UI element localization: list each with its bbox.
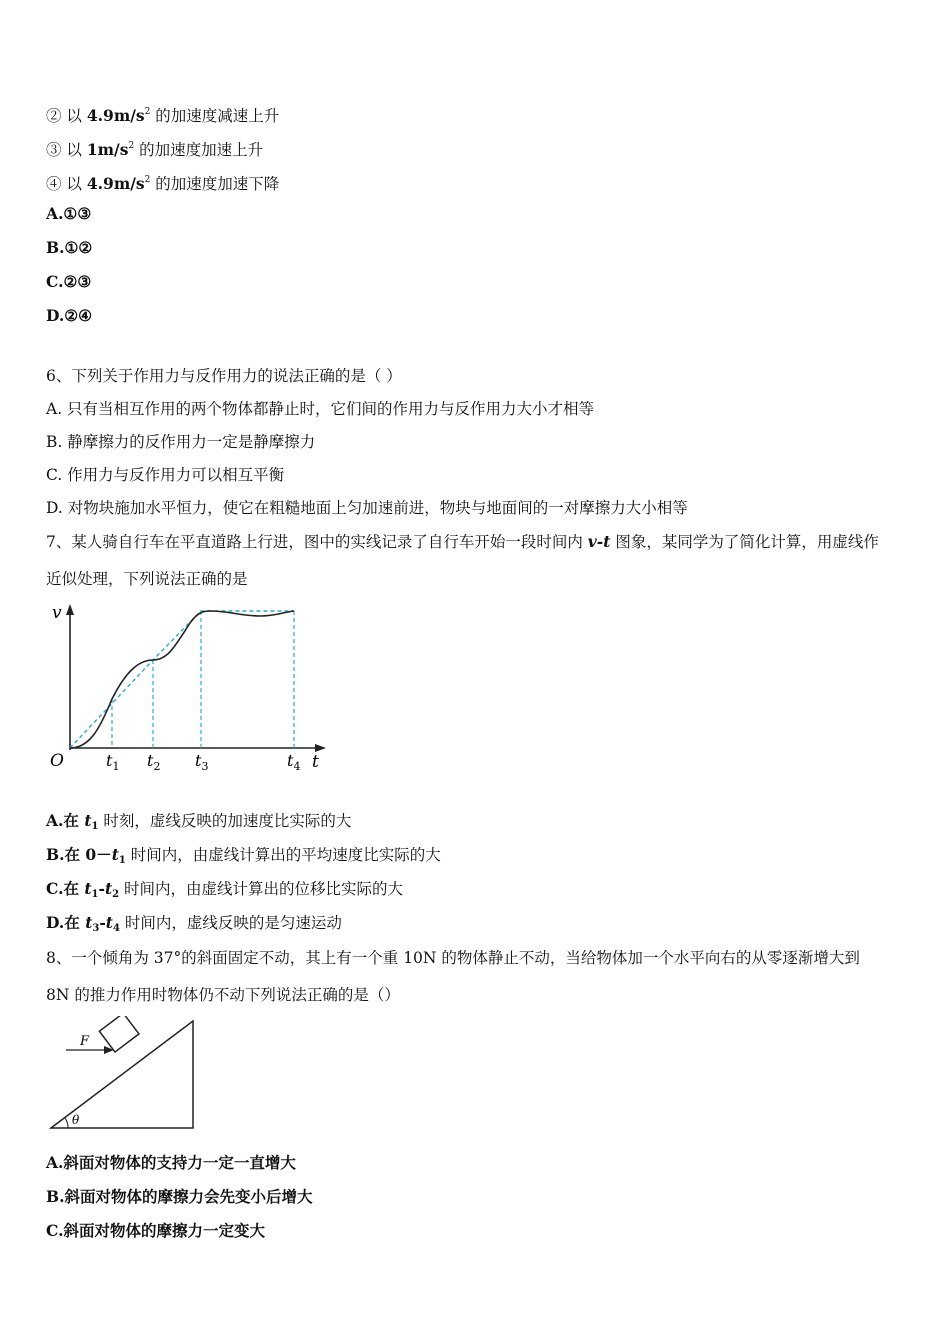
t-axis-arrow (315, 744, 326, 752)
option-text: 的加速度加速下降 (150, 175, 280, 193)
angle-label: θ (72, 1113, 80, 1127)
q8-choice-b (46, 1187, 313, 1207)
q8-choice-a (46, 1153, 296, 1173)
angle-arc (65, 1118, 68, 1128)
acceleration-value: 1m/s (86, 140, 129, 159)
solid-actual-curve (70, 611, 294, 748)
q8-stem-line2: 8N 的推力作用时物体仍不动下列说法正确的是（） (46, 986, 400, 1004)
q6-choice-c: C. 作用力与反作用力可以相互平衡 (46, 466, 285, 484)
q6-choice-b: B. 静摩擦力的反作用力一定是静摩擦力 (46, 433, 316, 451)
time-var: t (84, 811, 92, 830)
q7-choice-b (46, 845, 441, 871)
tick-sub: 1 (112, 760, 120, 773)
q5-option-3 (46, 136, 263, 160)
time-sub: 3 (92, 923, 100, 934)
range-dash: - (99, 913, 106, 932)
choice-text: 时间内，由虚线计算出的平均速度比实际的大 (125, 846, 441, 864)
range-dash: - (98, 879, 105, 898)
q6-stem: 6、下列关于作用力与反作用力的说法正确的是（ ） (46, 367, 402, 385)
choice-prefix: D.在 (46, 913, 86, 932)
q5-option-2 (46, 102, 279, 126)
time-var: t (105, 913, 113, 932)
time-var: t (85, 913, 93, 932)
q5-choice-a: A.①③ (46, 204, 92, 223)
choice-text: 时间内，虚线反映的是匀速运动 (119, 914, 342, 932)
q7-stem-line1 (46, 532, 879, 552)
q6-choice-d: D. 对物块施加水平恒力，使它在粗糙地面上匀加速前进，物块与地面间的一对摩擦力大小相等 (46, 499, 688, 517)
time-sub: 4 (112, 923, 120, 934)
tick-var: t (147, 751, 154, 770)
choice-prefix: B.在 0－ (46, 845, 112, 864)
acceleration-value: 4.9m/s (86, 106, 145, 125)
time-var: t (84, 879, 92, 898)
time-var: t (111, 845, 119, 864)
option-prefix: ④ 以 (46, 175, 87, 193)
choice-text: 时间内，由虚线计算出的位移比实际的大 (119, 880, 404, 898)
tick-t1 (106, 751, 119, 773)
exponent: 2 (128, 141, 135, 151)
stem-text: 图象，某同学为了简化计算，用虚线作 (610, 533, 879, 551)
t-axis-label: t (312, 752, 319, 772)
q8-stem-line1: 8、一个倾角为 37°的斜面固定不动，其上有一个重 10N 的物体静止不动，当给物体加一个水平向右的从零逐渐增大到 (46, 949, 860, 967)
q7-stem-line2: 近似处理，下列说法正确的是 (46, 570, 248, 588)
v-axis-label: v (52, 603, 62, 623)
choice-text: C.斜面对物体的摩擦力一定变大 (46, 1221, 265, 1240)
vt-graph (40, 598, 340, 778)
tick-var: t (195, 751, 202, 770)
choice-text: 时刻，虚线反映的加速度比实际的大 (98, 812, 352, 830)
time-var: t (104, 879, 113, 898)
choice-prefix: A.在 (46, 811, 85, 830)
tick-var: t (106, 751, 113, 770)
option-text: 的加速度加速上升 (134, 141, 264, 159)
origin-label: O (50, 751, 64, 771)
choice-text: B.斜面对物体的摩擦力会先变小后增大 (46, 1187, 313, 1206)
stem-text: 7、某人骑自行车在平直道路上行进，图中的实线记录了自行车开始一段时间内 (46, 533, 588, 551)
force-label: F (80, 1034, 90, 1049)
q5-option-4 (46, 170, 279, 194)
tick-t2 (147, 751, 160, 773)
tick-t4 (287, 751, 300, 773)
option-text: 的加速度减速上升 (150, 107, 280, 125)
tick-sub: 4 (293, 760, 301, 773)
q5-choice-d: D.②④ (46, 306, 93, 325)
dashed-approximation (70, 611, 294, 748)
time-sub: 2 (112, 889, 120, 900)
q5-choice-b: B.①② (46, 238, 93, 257)
v-axis-arrow (66, 604, 74, 615)
q7-choice-c (46, 879, 403, 905)
vt-term: v-t (587, 532, 611, 551)
choice-prefix: C.在 (46, 879, 85, 898)
q8-choice-c (46, 1221, 265, 1241)
exponent: 2 (144, 107, 151, 117)
tick-var: t (287, 751, 294, 770)
incline-diagram (46, 1016, 206, 1136)
time-sub: 1 (91, 889, 99, 900)
tick-sub: 3 (201, 760, 209, 773)
q6-choice-a: A. 只有当相互作用的两个物体都静止时，它们间的作用力与反作用力大小才相等 (46, 400, 595, 418)
option-prefix: ② 以 (46, 107, 87, 125)
option-prefix: ③ 以 (46, 141, 87, 159)
choice-text: A.斜面对物体的支持力一定一直增大 (46, 1153, 296, 1172)
tick-t3 (195, 751, 208, 773)
q7-choice-d (46, 913, 342, 939)
acceleration-value: 4.9m/s (86, 174, 145, 193)
time-sub: 1 (91, 821, 99, 832)
time-sub: 1 (118, 855, 126, 866)
q7-choice-a (46, 811, 351, 837)
exponent: 2 (144, 175, 151, 185)
tick-sub: 2 (153, 760, 161, 773)
q5-choice-c: C.②③ (46, 272, 92, 291)
